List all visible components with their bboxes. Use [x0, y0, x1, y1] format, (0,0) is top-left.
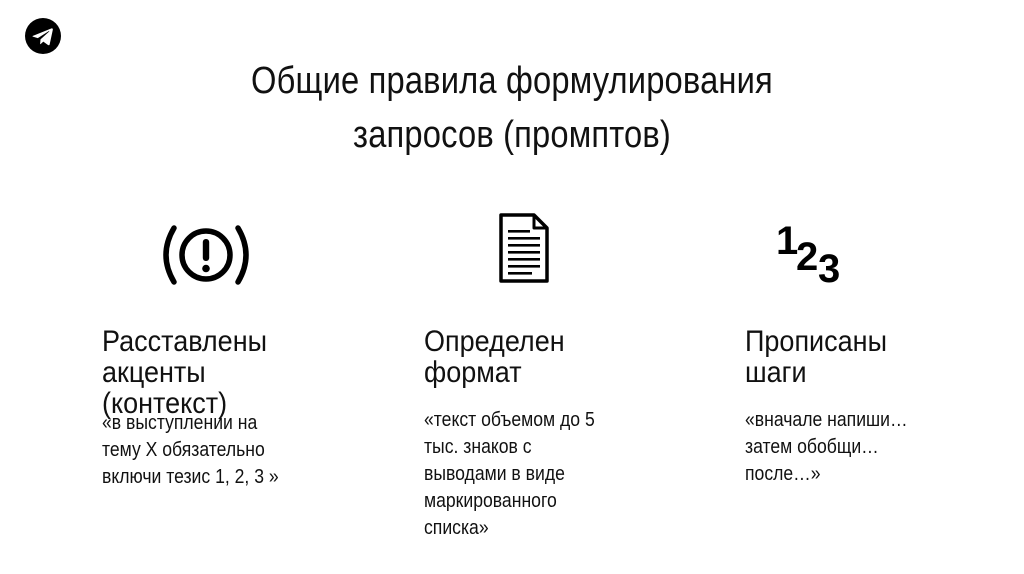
document-icon — [498, 212, 550, 284]
svg-text:3: 3 — [818, 247, 841, 286]
brake-warning-icon — [156, 222, 256, 288]
svg-text:1: 1 — [776, 219, 799, 263]
column-heading: Расставлены акценты (контекст) — [102, 325, 268, 420]
column-heading: Прописаны шаги — [745, 325, 887, 389]
numbers-123-icon — [774, 218, 848, 286]
telegram-icon[interactable] — [24, 17, 62, 55]
svg-text:2: 2 — [796, 235, 819, 279]
column-example: «в выступлении на тему Х обязательно включи тезис 1, 2, 3 » — [102, 412, 279, 488]
title-line-2: запросов (промптов) — [353, 114, 671, 156]
column-steps — [745, 325, 995, 485]
column-format — [424, 325, 674, 539]
title-line-1: Общие правила формулирования — [251, 60, 773, 102]
page-title — [72, 54, 953, 162]
column-example: «вначале напиши… затем обобщи… после…» — [745, 409, 908, 485]
column-context — [102, 325, 352, 488]
column-example: «текст объемом до 5 тыс. знаков с выводами в виде маркированного списка» — [424, 409, 595, 539]
column-heading: Определен формат — [424, 325, 565, 389]
